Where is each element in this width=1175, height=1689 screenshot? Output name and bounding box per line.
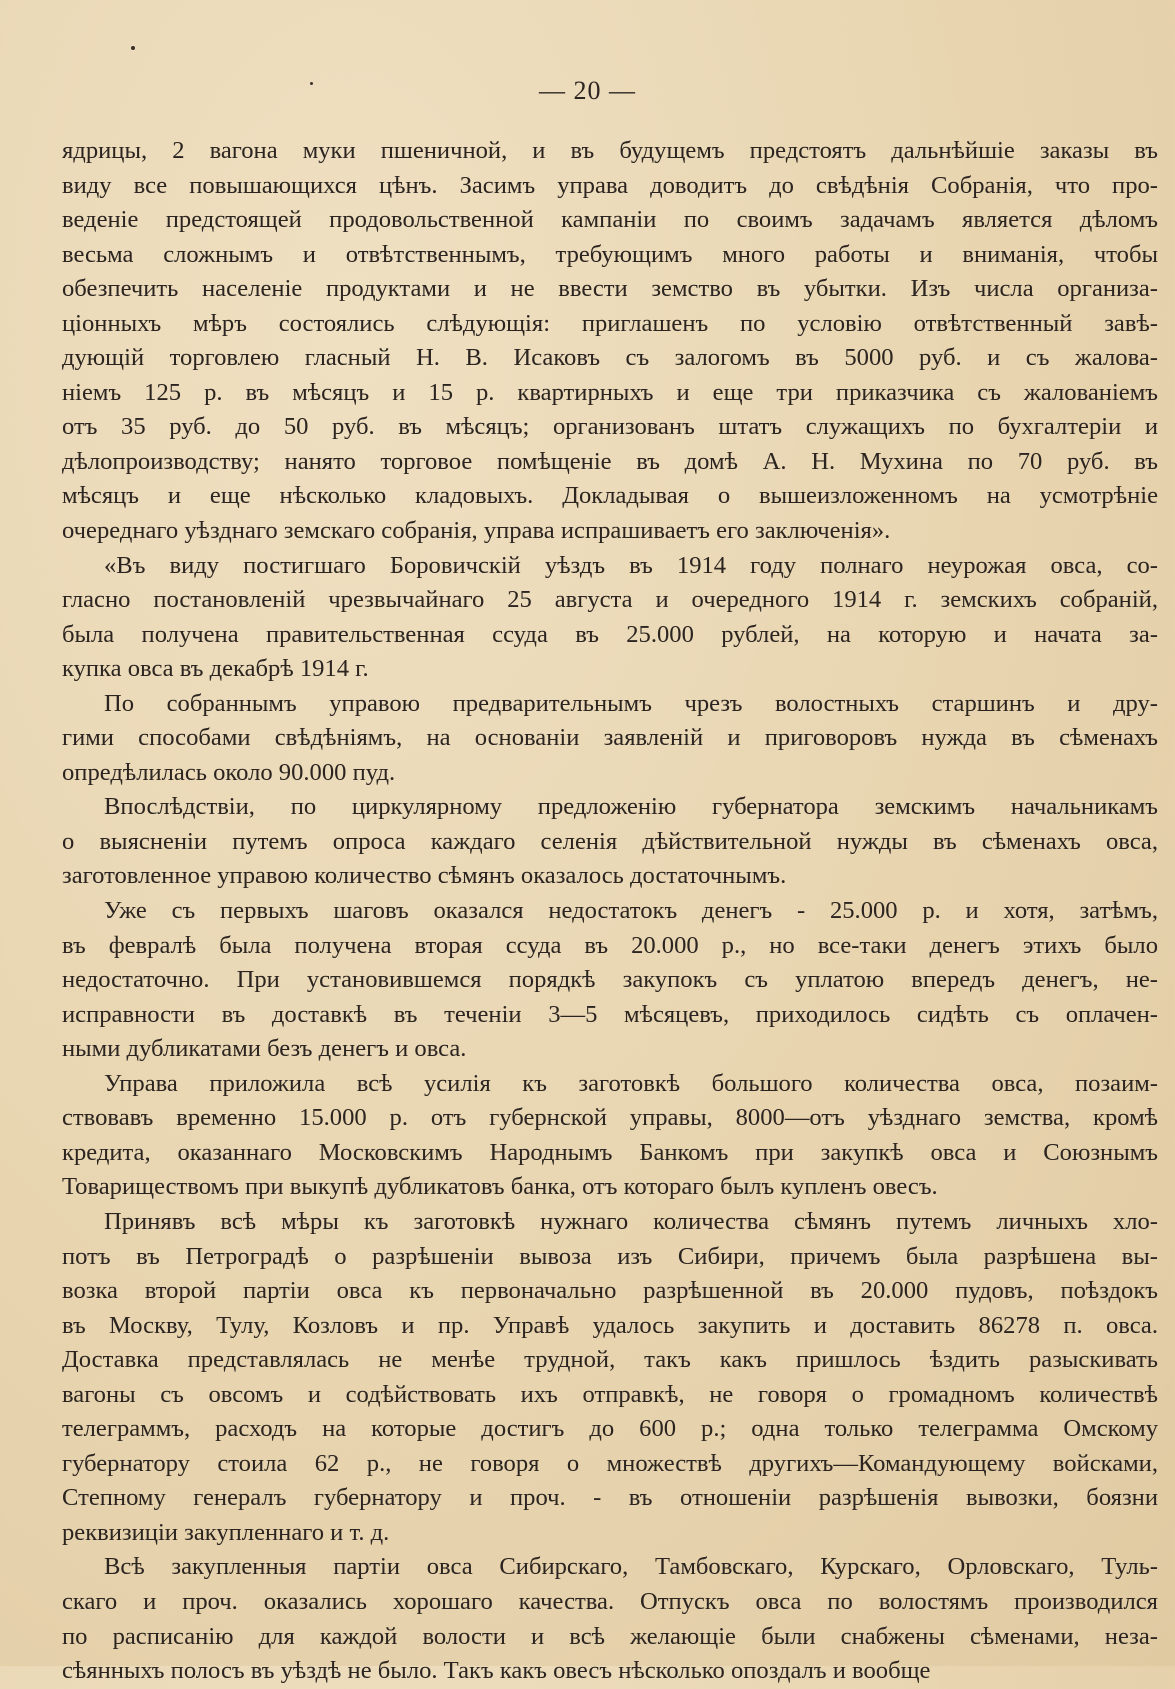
text-line: веденіе предстоящей продовольственной кампаніи по своимъ задачамъ является дѣломъ	[62, 206, 1158, 234]
text-line: кредита, оказаннаго Московскимъ Народнымъ Банкомъ при закупкѣ овса и Союзнымъ	[62, 1138, 1158, 1166]
text-line: ніемъ 125 р. въ мѣсяцъ и 15 р. квартирныхъ и еще три приказчика съ жалованіемъ	[62, 378, 1158, 406]
page-number: — 20 —	[539, 76, 636, 105]
text-line: сѣянныхъ полосъ въ уѣздѣ не было. Такъ какъ овесъ нѣсколько опоздалъ и вообще	[62, 1657, 931, 1685]
text-line: дѣлопроизводству; нанято торговое помѣщеніе въ домѣ А. Н. Мухина по 70 руб. въ	[62, 447, 1158, 475]
speck-mark	[131, 46, 135, 50]
text-line: Товариществомъ при выкупѣ дубликатовъ банка, отъ котораго былъ купленъ овесъ.	[62, 1173, 938, 1201]
text-line: исправности въ доставкѣ въ теченіи 3—5 мѣсяцевъ, приходилось сидѣть съ оплачен-	[62, 1000, 1158, 1028]
text-line: дующій торговлею гласный Н. В. Исаковъ съ залогомъ въ 5000 руб. и съ жалова-	[62, 344, 1158, 372]
text-line: въ Москву, Тулу, Козловъ и пр. Управѣ удалось закупить и доставить 86278 п. овса.	[62, 1311, 1158, 1339]
text-line: Доставка представлялась не менѣе трудной, такъ какъ пришлось ѣздить разыскивать	[62, 1346, 1158, 1374]
paragraph	[62, 894, 1158, 1067]
text-line: Управа приложила всѣ усилія къ заготовкѣ большого количества овса, позаим-	[104, 1069, 1158, 1097]
text-line: По собраннымъ управою предварительнымъ чрезъ волостныхъ старшинъ и дру-	[104, 689, 1158, 717]
body-text	[62, 134, 1158, 1689]
text-line: ціонныхъ мѣръ состоялись слѣдующія: приглашенъ по условію отвѣтственный завѣ-	[62, 309, 1158, 337]
text-line: телеграммъ, расходъ на которые достигъ до 600 р.; одна только телеграмма Омскому	[62, 1415, 1158, 1443]
text-line: была получена правительственная ссуда въ 25.000 рублей, на которую и начата за-	[62, 620, 1158, 648]
text-line: опредѣлилась около 90.000 пуд.	[62, 758, 396, 786]
paragraph	[62, 687, 1158, 791]
text-line: гласно постановленій чрезвычайнаго 25 августа и очередного 1914 г. земскихъ собраній,	[62, 586, 1158, 614]
text-line: отъ 35 руб. до 50 руб. въ мѣсяцъ; организованъ штатъ служащихъ по бухгалтеріи и	[62, 413, 1158, 441]
paragraph	[62, 1550, 1158, 1688]
text-line: Впослѣдствіи, по циркулярному предложенію губернатора земскимъ начальникамъ	[104, 793, 1158, 821]
text-line: мѣсяцъ и еще нѣсколько кладовыхъ. Докладывая о вышеизложенномъ на усмотрѣніе	[62, 482, 1158, 510]
text-line: по расписанію для каждой волости и всѣ желающіе были снабжены сѣменами, неза-	[62, 1622, 1158, 1650]
text-line: въ февралѣ была получена вторая ссуда въ 20.000 р., но все-таки денегъ этихъ было	[62, 931, 1158, 959]
text-line: вагоны съ овсомъ и содѣйствовать ихъ отправкѣ, не говоря о громадномъ количествѣ	[62, 1380, 1158, 1408]
text-line: гими способами свѣдѣніямъ, на основаніи заявленій и приговоровъ нужда въ сѣменахъ	[62, 724, 1158, 752]
text-line: возка второй партіи овса къ первоначально разрѣшенной въ 20.000 пудовъ, поѣздокъ	[62, 1277, 1158, 1305]
text-line: весьма сложнымъ и отвѣтственнымъ, требующимъ много работы и вниманія, чтобы	[62, 240, 1158, 268]
paragraph	[62, 549, 1158, 687]
text-line: обезпечить населеніе продуктами и не ввести земство въ убытки. Изъ числа организа-	[62, 275, 1158, 303]
text-line: потъ въ Петроградѣ о разрѣшеніи вывоза изъ Сибири, причемъ была разрѣшена вы-	[62, 1242, 1158, 1270]
text-line: Всѣ закупленныя партіи овса Сибирскаго, Тамбовскаго, Курскаго, Орловскаго, Туль-	[104, 1553, 1158, 1581]
text-line: ядрицы, 2 вагона муки пшеничной, и въ будущемъ предстоятъ дальнѣйшіе заказы въ	[62, 137, 1158, 164]
text-line: реквизиціи закупленнаго и т. д.	[62, 1518, 390, 1546]
text-line: «Въ виду постигшаго Боровичскій уѣздъ въ 1914 году полнаго неурожая овса, со-	[104, 551, 1158, 579]
paragraph	[62, 134, 1158, 549]
paragraph	[62, 790, 1158, 894]
text-line: о выясненіи путемъ опроса каждаго селенія дѣйствительной нужды въ сѣменахъ овса,	[62, 827, 1158, 855]
text-line: очереднаго уѣзднаго земскаго собранія, управа испрашиваетъ его заключенія».	[62, 517, 891, 545]
paragraph	[62, 1205, 1158, 1550]
text-line: Принявъ всѣ мѣры къ заготовкѣ нужнаго количества сѣмянъ путемъ личныхъ хло-	[104, 1207, 1158, 1235]
text-line: купка овса въ декабрѣ 1914 г.	[62, 655, 369, 683]
text-line: губернатору стоила 62 р., не говоря о множествѣ другихъ—Командующему войсками,	[62, 1449, 1158, 1477]
text-line: ными дубликатами безъ денегъ и овса.	[62, 1035, 467, 1063]
text-line: ствовавъ временно 15.000 р. отъ губернской управы, 8000—отъ уѣзднаго земства, кромѣ	[62, 1104, 1158, 1132]
text-line: недостаточно. При установившемся порядкѣ закупокъ съ уплатою впередъ денегъ, не-	[62, 966, 1158, 994]
text-line: Уже съ первыхъ шаговъ оказался недостатокъ денегъ - 25.000 р. и хотя, затѣмъ,	[104, 897, 1158, 925]
text-line: заготовленное управою количество сѣмянъ оказалось достаточнымъ.	[62, 862, 787, 890]
text-line: Степному генералъ губернатору и проч. - въ отношеніи разрѣшенія вывозки, боязни	[62, 1484, 1158, 1512]
paragraph	[62, 1067, 1158, 1205]
text-line: виду все повышающихся цѣнъ. Засимъ управа доводитъ до свѣдѣнія Собранія, что про-	[62, 171, 1158, 199]
text-line: скаго и проч. оказались хорошаго качества. Отпускъ овса по волостямъ производился	[62, 1587, 1158, 1615]
